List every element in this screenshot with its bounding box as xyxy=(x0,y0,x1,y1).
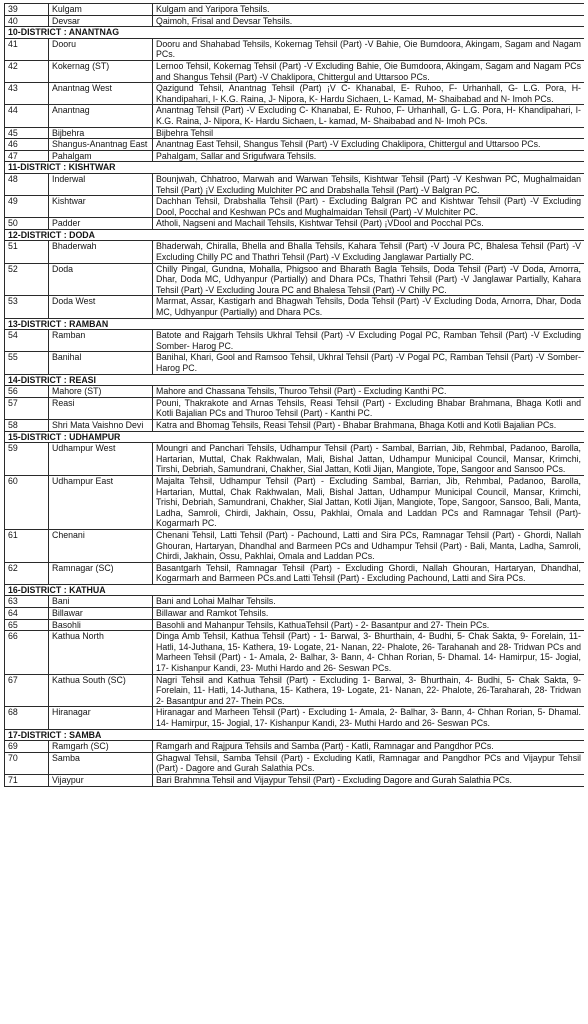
table-row xyxy=(5,397,585,419)
constituency-number: 54 xyxy=(5,330,49,352)
table-row xyxy=(5,475,585,529)
constituency-extent: Mahore and Chassana Tehsils, Thuroo Tehsil (Part) - Excluding Kanthi PC. xyxy=(153,386,585,398)
table-row xyxy=(5,674,585,707)
constituency-name: Ramgarh (SC) xyxy=(49,741,153,753)
constituency-number: 40 xyxy=(5,15,49,27)
constituency-extent: Bani and Lohai Malhar Tehsils. xyxy=(153,596,585,608)
table-row xyxy=(5,38,585,60)
district-header-row xyxy=(5,162,585,174)
constituency-name: Mahore (ST) xyxy=(49,386,153,398)
constituency-number: 71 xyxy=(5,774,49,786)
table-row xyxy=(5,707,585,729)
constituency-name: Billawar xyxy=(49,608,153,620)
constituency-name: Doda xyxy=(49,263,153,296)
assembly-constituencies-table xyxy=(4,3,584,787)
constituency-number: 50 xyxy=(5,218,49,230)
constituency-name: Kathua North xyxy=(49,631,153,674)
constituency-extent: Basantgarh Tehsil, Ramnagar Tehsil (Part) - Excluding Ghordi, Nallah Ghouran, Hartaryan, Dhandhal, Kogarmarh and Barmeen PCs.and Latti Tehsil (Part) - Excluding Pachound, Latti and Sira PCs. xyxy=(153,562,585,584)
district-heading: 16-DISTRICT : KATHUA xyxy=(5,584,585,596)
constituency-extent: Bijbehra Tehsil xyxy=(153,127,585,139)
constituency-name: Reasi xyxy=(49,397,153,419)
constituency-extent: Banihal, Khari, Gool and Ramsoo Tehsil, Ukhral Tehsil (Part) -V Pogal PC, Ramban Tehsil (Part) -V Somber- Harog PC. xyxy=(153,352,585,374)
constituency-extent: Atholi, Nagseni and Machail Tehsils, Kishtwar Tehsil (Part) ¡VDool and Pocchal PCs. xyxy=(153,218,585,230)
constituency-name: Banihal xyxy=(49,352,153,374)
constituency-name: Hiranagar xyxy=(49,707,153,729)
table-row xyxy=(5,196,585,218)
district-heading: 14-DISTRICT : REASI xyxy=(5,374,585,386)
table-row xyxy=(5,619,585,631)
constituency-number: 45 xyxy=(5,127,49,139)
constituency-name: Pahalgam xyxy=(49,150,153,162)
constituency-name: Devsar xyxy=(49,15,153,27)
table-row xyxy=(5,741,585,753)
constituency-extent: Ramgarh and Rajpura Tehsils and Samba (Part) - Katli, Ramnagar and Pangdhor PCs. xyxy=(153,741,585,753)
constituency-number: 66 xyxy=(5,631,49,674)
constituency-extent: Majalta Tehsil, Udhampur Tehsil (Part) - Excluding Sambal, Barrian, Jib, Rehmbal, Padanoo, Barolla, Hartarian, Muttal, Chak Rakhwalan, Mali, Bishal Jattan, Udhampur Municipal Council, Mansar, Krimchi, Trishi, Debriah, Samundrani, Chakher, Sial Jattan, Kotli Jijan, Mangiote, Tope, Sangoor, Sansoo, Bali, Manta, Ladha, Samroli, Chirdi, Jakhain, Ossu, Pakhlai, Omala and Laddan PCs and Ramnagar Tehsil (Part)- Kogarmarh PC. xyxy=(153,475,585,529)
table-row xyxy=(5,529,585,562)
table-row xyxy=(5,127,585,139)
constituency-extent: Chenani Tehsil, Latti Tehsil (Part) - Pachound, Latti and Sira PCs, Ramnagar Tehsil (Part) - Ghordi, Nallah Ghouran, Hartaryan, Dhandhal and Barmeen PCs and Udhampur Tehsil (Part) - Bali, Manta, Ladha, Samroli, Chirdi, Jakhain, Ossu, Pakhlai, Omala and Laddan PCs. xyxy=(153,529,585,562)
constituency-extent: Hiranagar and Marheen Tehsil (Part) - Excluding 1- Amala, 2- Balhar, 3- Bann, 4- Chhan Rorian, 5- Dhamal. 14- Hamirpur, 15- Jogial, 17- Kishanpur Kandi, 23- Muthi Hardo and 26- Seswan PCs. xyxy=(153,707,585,729)
document-page xyxy=(4,3,584,1021)
table-row xyxy=(5,150,585,162)
constituency-name: Padder xyxy=(49,218,153,230)
table-row xyxy=(5,774,585,786)
constituency-name: Vijaypur xyxy=(49,774,153,786)
constituency-extent: Batote and Rajgarh Tehsils Ukhral Tehsil (Part) -V Excluding Pogal PC, Ramban Tehsil (Part) -V Excluding Somber- Harog PC. xyxy=(153,330,585,352)
constituency-number: 42 xyxy=(5,60,49,82)
table-row xyxy=(5,105,585,127)
constituency-number: 48 xyxy=(5,173,49,195)
constituency-extent: Qaimoh, Frisal and Devsar Tehsils. xyxy=(153,15,585,27)
constituency-name: Kokernag (ST) xyxy=(49,60,153,82)
district-heading: 12-DISTRICT : DODA xyxy=(5,229,585,241)
table-row xyxy=(5,60,585,82)
constituency-extent: Qazigund Tehsil, Anantnag Tehsil (Part) ¡V C- Khanabal, E- Ruhoo, F- Urhanhall, G- L.G. Pora, H- Khandipahari, I- K.G. Raina, J- Nipora, K- Hardu Sichaen, L- Kamad, M- Shaibabad and N- Imoh PCs. xyxy=(153,83,585,105)
constituency-name: Doda West xyxy=(49,296,153,318)
table-row xyxy=(5,608,585,620)
constituency-extent: Marmat, Assar, Kastigarh and Bhagwah Tehsils, Doda Tehsil (Part) -V Excluding Doda, Arnorra, Dhar, Doda MC, Udhyanpur (Partially) and Dhara PCs. xyxy=(153,296,585,318)
table-row xyxy=(5,631,585,674)
constituency-name: Kishtwar xyxy=(49,196,153,218)
constituency-number: 52 xyxy=(5,263,49,296)
constituency-number: 70 xyxy=(5,752,49,774)
constituency-number: 47 xyxy=(5,150,49,162)
constituency-number: 64 xyxy=(5,608,49,620)
district-header-row xyxy=(5,584,585,596)
constituency-extent: Anantnag Tehsil (Part) -V Excluding C- Khanabal, E- Ruhoo, F- Urhanhall, G- L.G. Pora, H- Khandipahari, I- K.G. Raina, J- Nipora, K- Hardu Sichaen, L- kamad, M- Shaibabad and N- Imoh PCs. xyxy=(153,105,585,127)
table-row xyxy=(5,218,585,230)
district-heading: 10-DISTRICT : ANANTNAG xyxy=(5,27,585,39)
constituency-number: 41 xyxy=(5,38,49,60)
constituency-extent: Nagri Tehsil and Kathua Tehsil (Part) - Excluding 1- Barwal, 3- Bhurthain, 4- Budhi, 5- Chak Sakta, 9- Forelain, 11- Hatli, 14-Juthana, 15- Kathera, 19- Logate, 21- Nanan, 22- Phalote, 26-Taraharah, 28- Tridwan 2- Basantpur and 27- Thein PCs. xyxy=(153,674,585,707)
district-header-row xyxy=(5,374,585,386)
constituency-name: Ramnagar (SC) xyxy=(49,562,153,584)
district-header-row xyxy=(5,27,585,39)
constituency-number: 69 xyxy=(5,741,49,753)
table-body xyxy=(5,4,585,787)
table-row xyxy=(5,752,585,774)
constituency-extent: Anantnag East Tehsil, Shangus Tehsil (Part) -V Excluding Chaklipora, Chittergul and Uttarsoo PCs. xyxy=(153,139,585,151)
table-row xyxy=(5,139,585,151)
table-row xyxy=(5,443,585,476)
constituency-extent: Billawar and Ramkot Tehsils. xyxy=(153,608,585,620)
district-heading: 17-DISTRICT : SAMBA xyxy=(5,729,585,741)
constituency-number: 68 xyxy=(5,707,49,729)
constituency-name: Anantnag xyxy=(49,105,153,127)
constituency-name: Bhaderwah xyxy=(49,241,153,263)
table-row xyxy=(5,173,585,195)
constituency-number: 67 xyxy=(5,674,49,707)
constituency-name: Inderwal xyxy=(49,173,153,195)
table-row xyxy=(5,386,585,398)
constituency-number: 61 xyxy=(5,529,49,562)
table-row xyxy=(5,83,585,105)
table-row xyxy=(5,330,585,352)
constituency-name: Samba xyxy=(49,752,153,774)
constituency-name: Anantnag West xyxy=(49,83,153,105)
constituency-name: Udhampur West xyxy=(49,443,153,476)
constituency-extent: Chilly Pingal, Gundna, Mohalla, Phigsoo and Bharath Bagla Tehsils, Doda Tehsil (Part) -V Doda, Arnorra, Dhar, Doda MC, Udhyanpur (Partially) and Dhara PCs, Thathri Tehsil (Part) -V Janglawar Partially, Kahara Tehsil (Part) -V Excluding Joura PC and Bhalesa Tehsil (Part) -V Chilly PC. xyxy=(153,263,585,296)
constituency-number: 49 xyxy=(5,196,49,218)
constituency-extent: Bounjwah, Chhatroo, Marwah and Warwan Tehsils, Kishtwar Tehsil (Part) -V Keshwan PC, Mughalmaidan Tehsil (Part) ¡V Excluding Mulchiter PC and Drabshalla Tehsil (Part) -V Balgran PC. xyxy=(153,173,585,195)
constituency-name: Dooru xyxy=(49,38,153,60)
constituency-number: 59 xyxy=(5,443,49,476)
constituency-number: 58 xyxy=(5,419,49,431)
constituency-extent: Ghagwal Tehsil, Samba Tehsil (Part) - Excluding Katli, Ramnagar and Pangdhor PCs and Vijaypur Tehsil (Part) - Dagore and Gurah Salathia PCs. xyxy=(153,752,585,774)
constituency-name: Kathua South (SC) xyxy=(49,674,153,707)
constituency-number: 60 xyxy=(5,475,49,529)
district-heading: 15-DISTRICT : UDHAMPUR xyxy=(5,431,585,443)
district-header-row xyxy=(5,229,585,241)
constituency-number: 39 xyxy=(5,4,49,16)
table-row xyxy=(5,419,585,431)
constituency-number: 46 xyxy=(5,139,49,151)
table-row xyxy=(5,562,585,584)
constituency-extent: Lernoo Tehsil, Kokernag Tehsil (Part) -V Excluding Bahie, Oie Bumdoora, Akingam, Sagam and Nagam PCs and Shangus Tehsil (Part) -V Chaklipora, Chittergul and Uttarsoo PCs. xyxy=(153,60,585,82)
table-row xyxy=(5,296,585,318)
constituency-name: Bijbehra xyxy=(49,127,153,139)
constituency-number: 43 xyxy=(5,83,49,105)
constituency-name: Shri Mata Vaishno Devi xyxy=(49,419,153,431)
district-header-row xyxy=(5,729,585,741)
table-row xyxy=(5,15,585,27)
constituency-name: Shangus-Anantnag East xyxy=(49,139,153,151)
table-row xyxy=(5,596,585,608)
constituency-extent: Moungri and Panchari Tehsils, Udhampur Tehsil (Part) - Sambal, Barrian, Jib, Rehmbal, Padanoo, Barolla, Hartarian, Muttal, Chak Rakhwalan, Mali, Bishal Jattan, Udhampur Municipal Council, Mansar, Krimchi, Tirshi, Debriah, Samundrani, Chakher, Sial Jattan, Kotli Jijan, Mangiote, Tope, Sangoor and Sansoo PCs. xyxy=(153,443,585,476)
constituency-extent: Dooru and Shahabad Tehsils, Kokernag Tehsil (Part) -V Bahie, Oie Bumdoora, Akingam, Sagam and Nagam PCs. xyxy=(153,38,585,60)
district-heading: 11-DISTRICT : KISHTWAR xyxy=(5,162,585,174)
district-header-row xyxy=(5,431,585,443)
constituency-name: Bani xyxy=(49,596,153,608)
district-header-row xyxy=(5,318,585,330)
constituency-extent: Basohli and Mahanpur Tehsils, KathuaTehsil (Part) - 2- Basantpur and 27- Thein PCs. xyxy=(153,619,585,631)
constituency-extent: Bari Brahmna Tehsil and Vijaypur Tehsil (Part) - Excluding Dagore and Gurah Salathia PCs. xyxy=(153,774,585,786)
constituency-extent: Dachhan Tehsil, Drabshalla Tehsil (Part) - Excluding Balgran PC and Kishtwar Tehsil (Part) -V Excluding Dool, Pocchal and Keshwan PCs and Mughalmaidan Tehsil (Part) -V Mulchiter PC. xyxy=(153,196,585,218)
constituency-name: Basohli xyxy=(49,619,153,631)
constituency-number: 57 xyxy=(5,397,49,419)
constituency-number: 55 xyxy=(5,352,49,374)
constituency-number: 53 xyxy=(5,296,49,318)
constituency-extent: Katra and Bhomag Tehsils, Reasi Tehsil (Part) - Bhabar Brahmana, Bhaga Kotli and Kotli Bajalian PCs. xyxy=(153,419,585,431)
district-heading: 13-DISTRICT : RAMBAN xyxy=(5,318,585,330)
constituency-extent: Bhaderwah, Chiralla, Bhella and Bhalla Tehsils, Kahara Tehsil (Part) -V Joura PC, Bhalesa Tehsil (Part) -V Excluding Chilly PC and Thathri Tehsil (Part) -V Excluding Janglawar Partially PC. xyxy=(153,241,585,263)
constituency-number: 44 xyxy=(5,105,49,127)
constituency-extent: Pouni, Thakrakote and Arnas Tehsils, Reasi Tehsil (Part) - Excluding Bhabar Brahmana, Bhaga Kotli and Kotli Bajalian PCs and Thuroo Tehsil (Part) - Kanthi PC. xyxy=(153,397,585,419)
constituency-name: Kulgam xyxy=(49,4,153,16)
constituency-number: 51 xyxy=(5,241,49,263)
constituency-number: 62 xyxy=(5,562,49,584)
constituency-name: Ramban xyxy=(49,330,153,352)
table-row xyxy=(5,352,585,374)
constituency-name: Udhampur East xyxy=(49,475,153,529)
constituency-number: 56 xyxy=(5,386,49,398)
table-row xyxy=(5,4,585,16)
constituency-extent: Dinga Amb Tehsil, Kathua Tehsil (Part) - 1- Barwal, 3- Bhurthain, 4- Budhi, 5- Chak Sakta, 9- Forelain, 11- Hatli, 14-Juthana, 15- Kathera, 19- Logate, 21- Nanan, 22- Phalote, 26- Tarahanah and 28- Tridwan PCs and Marheen Tehsil (Part) - 1- Amala, 2- Balhar, 3- Bann, 4- Chhan Rorian, 5- Dhamal. 14- Hamirpur, 15- Jogial, 17- Kishanpur Kandi, 23- Muthi Hardo and 26- Seswan PCs. xyxy=(153,631,585,674)
constituency-extent: Pahalgam, Sallar and Srigufwara Tehsils. xyxy=(153,150,585,162)
constituency-number: 63 xyxy=(5,596,49,608)
constituency-number: 65 xyxy=(5,619,49,631)
constituency-extent: Kulgam and Yaripora Tehsils. xyxy=(153,4,585,16)
table-row xyxy=(5,241,585,263)
table-row xyxy=(5,263,585,296)
constituency-name: Chenani xyxy=(49,529,153,562)
